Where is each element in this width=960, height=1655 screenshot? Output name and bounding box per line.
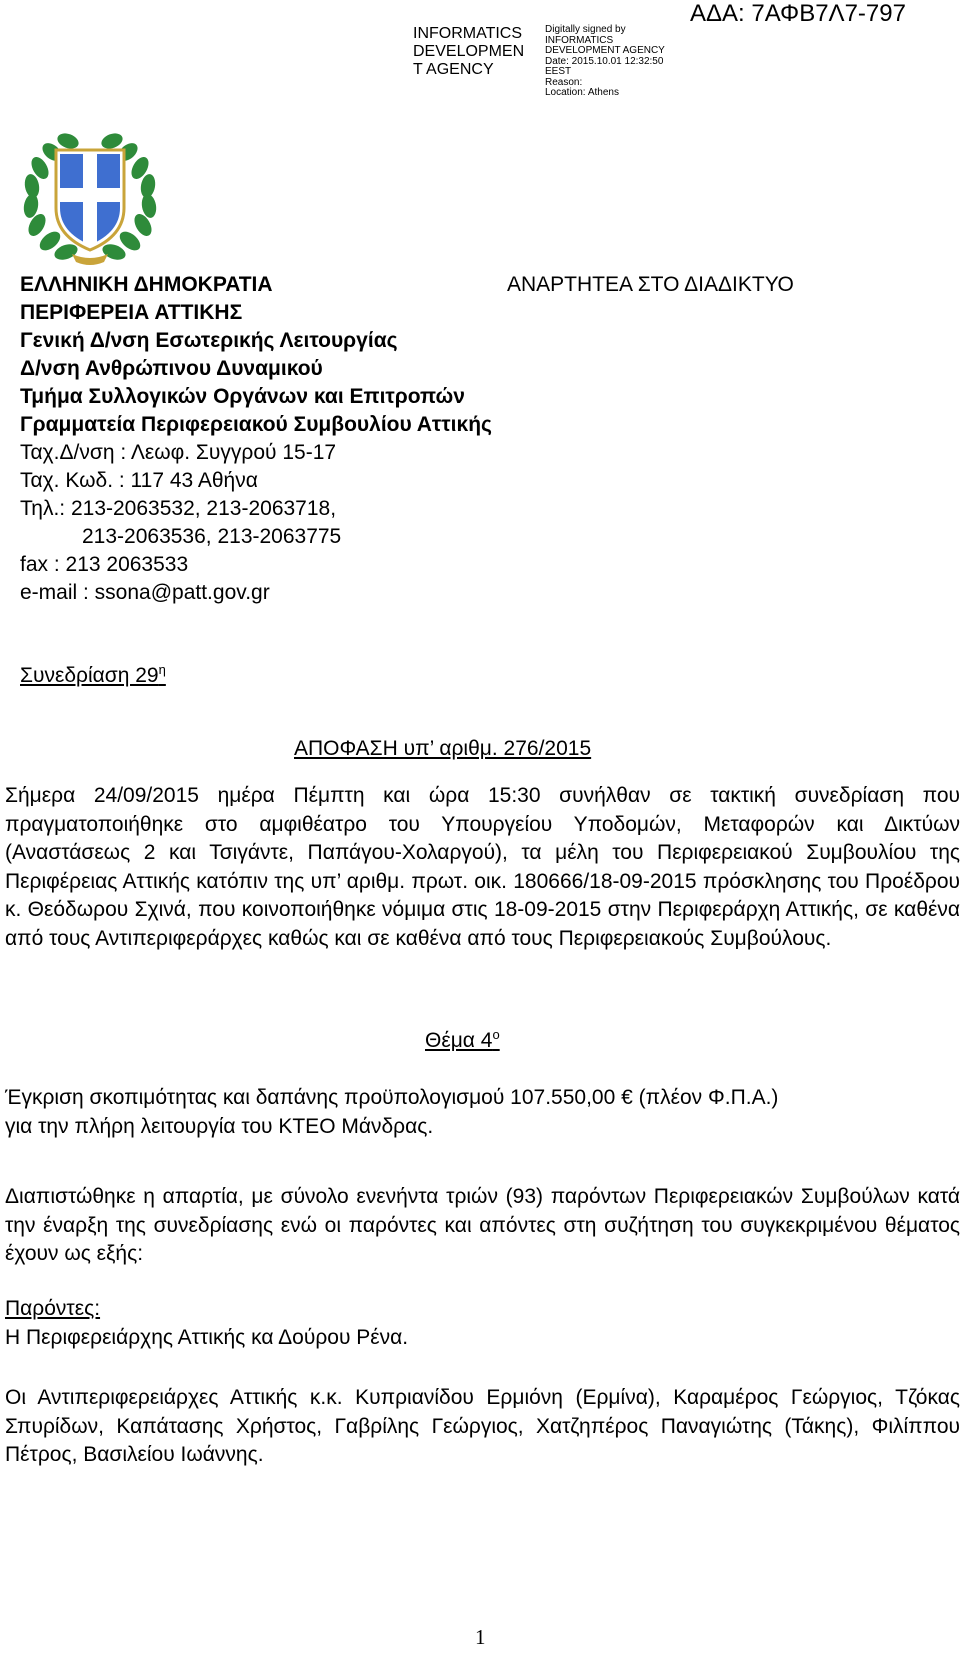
contact-phone-continued: 213-2063536, 213-2063775 [82, 525, 342, 548]
vice-governors-paragraph: Οι Αντιπεριφερειάρχες Αττικής κ.κ. Κυπριανίδου Ερμιόνη (Ερμίνα), Καραμέρος Γεώργιος, Τζόκας Σπυρίδων, Καπάτασης Χρήστος, Γαβρίλης Γεώργιος, Χατζηπέρος Παναγιώτης (Τάκης), Φιλίππου Πέτρος, Βασιλείου Ιωάννης. [5, 1386, 960, 1466]
ada-code: ΑΔΑ: 7ΑΦΒ7Λ7-797 [690, 0, 906, 27]
present-heading: Παρόντες: [5, 1297, 101, 1320]
present-governor: Η Περιφερειάρχης Αττικής κα Δούρου Ρένα. [5, 1326, 409, 1349]
contact-fax: fax : 213 2063533 [20, 553, 189, 576]
signature-detail-line: Location: Athens [545, 87, 619, 98]
signature-detail-line: EEST [545, 66, 572, 77]
header-line: ΠΕΡΙΦΕΡΕΙΑ ΑΤΤΙΚΗΣ [20, 301, 243, 324]
topic-line: Έγκριση σκοπιμότητας και δαπάνης προϋπολογισμού 107.550,00 € (πλέον Φ.Π.Α.) [5, 1086, 779, 1109]
quorum-paragraph: Διαπιστώθηκε η απαρτία, με σύνολο ενενήντα τριών (93) παρόντων Περιφερειακών Συμβούλων κατά την έναρξη της συνεδρίασης ενώ οι παρόντες και απόντες στη συζήτηση του συγκεκριμένου θέματος έχουν ως εξής: [5, 1185, 960, 1265]
header-line: Δ/νση Ανθρώπινου Δυναμικού [20, 357, 323, 380]
decision-number: ΑΠΟΦΑΣΗ υπ’ αριθμ. 276/2015 [294, 737, 592, 760]
topic-line: για την πλήρη λειτουργία του ΚΤΕΟ Μάνδρας. [5, 1114, 434, 1138]
signature-detail-line: Reason: [545, 76, 583, 88]
topic-text: Θέμα 4 [425, 1029, 493, 1052]
topic-title [425, 1027, 500, 1053]
header-line: Γενική Δ/νση Εσωτερικής Λειτουργίας [20, 329, 398, 352]
intro-paragraph: Σήμερα 24/09/2015 ημέρα Πέμπτη και ώρα 15:30 συνήλθαν σε τακτική συνεδρίαση που πραγματοποιήθηκε στο αμφιθέατρο του Υπουργείου Υποδομών, Μεταφορών και Δικτύων (Αναστάσεως 2 και Τσιγάντε, Παπάγου-Χολαργού), τα μέλη του Περιφερειακού Συμβουλίου της Περιφέρειας Αττικής κατόπιν της υπ’ αριθμ. πρωτ. οικ. 180666/18-09-2015 πρόσκλησης του Προέδρου κ. Θεόδωρου Σχινά, που κοινοποιήθηκε νόμιμα στις 18-09-2015 στην Περιφεράρχη Αττικής, σε καθένα από τους Αντιπεριφεράρχες καθώς και σε καθένα από τους Περιφερειακούς Συμβούλους. [5, 784, 960, 950]
session-text: Συνεδρίαση 29 [20, 664, 159, 687]
header-line: Γραμματεία Περιφερειακού Συμβουλίου Αττικής [20, 413, 492, 436]
session-ordinal: η [158, 662, 166, 677]
signature-name-line: INFORMATICS [413, 25, 523, 42]
contact-phone: Τηλ.: 213-2063532, 213-2063718, [20, 497, 337, 520]
signature-detail-line: Date: 2015.10.01 12:32:50 [545, 55, 664, 67]
signature-details [545, 25, 685, 99]
topic-ordinal: ο [492, 1027, 500, 1042]
header-block [20, 271, 492, 607]
session-title [20, 662, 166, 688]
signature-name-line: DEVELOPMEN [413, 43, 525, 60]
contact-address: Ταχ.Δ/νση : Λεωφ. Συγγρού 15-17 [20, 441, 337, 464]
topic-description [5, 1084, 778, 1141]
signature-detail-line: DEVELOPMENT AGENCY [545, 45, 665, 56]
greek-emblem-icon [20, 128, 160, 268]
signature-detail-line: INFORMATICS [545, 34, 614, 46]
publish-note: ΑΝΑΡΤΗΤΕΑ ΣΤΟ ΔΙΑΔΙΚΤΥΟ [507, 273, 794, 296]
page-number: 1 [475, 1625, 486, 1649]
header-line: Τμήμα Συλλογικών Οργάνων και Επιτροπών [20, 385, 465, 408]
signature-name [413, 25, 543, 79]
signature-detail-line: Digitally signed by [545, 24, 626, 35]
header-line: ΕΛΛΗΝΙΚΗ ΔΗΜΟΚΡΑΤΙΑ [20, 273, 273, 296]
contact-email: e-mail : ssona@patt.gov.gr [20, 581, 270, 604]
contact-postal-code: Ταχ. Κωδ. : 117 43 Αθήνα [20, 469, 258, 492]
signature-name-line: T AGENCY [413, 61, 494, 78]
